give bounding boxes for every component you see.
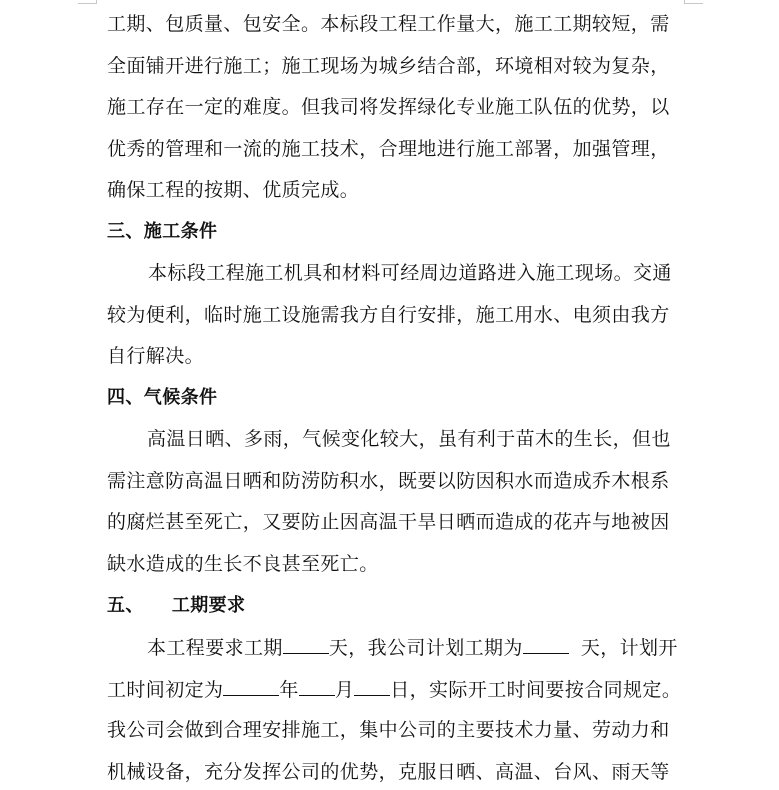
fill-blank-year[interactable]	[223, 676, 279, 696]
fill-blank-planned-days[interactable]	[523, 634, 569, 654]
text-planned-start: 天，计划开	[580, 637, 678, 659]
fill-blank-day[interactable]	[354, 676, 390, 696]
paragraph-line: 自行解决。	[107, 345, 205, 367]
section-heading-climate-conditions: 四、气候条件	[107, 387, 218, 408]
paragraph-line: 全面铺开进行施工；施工现场为城乡结合部，环境相对较为复杂，	[107, 55, 670, 77]
text-start-date-prefix: 工时间初定为	[107, 679, 224, 701]
text-month-label: 月	[334, 679, 355, 701]
section-number: 五、	[107, 595, 144, 616]
paragraph-line-start-date	[107, 676, 682, 703]
paragraph-line: 优秀的管理和一流的施工技术，合理地进行施工部署，加强管理，	[107, 138, 670, 160]
section-heading-schedule-requirements	[107, 593, 667, 619]
fill-blank-month[interactable]	[299, 676, 335, 696]
text-day-suffix: 日，实际开工时间要按合同规定。	[390, 679, 682, 701]
paragraph-line: 确保工程的按期、优质完成。	[107, 179, 360, 201]
paragraph-line: 高温日晒、多雨，气候变化较大，虽有利于苗木的生长，但也	[147, 428, 671, 450]
paragraph-line: 施工存在一定的难度。但我司将发挥绿化专业施工队伍的优势，以	[107, 96, 670, 118]
fill-blank-required-days[interactable]	[283, 634, 329, 654]
paragraph-line: 工期、包质量、包安全。本标段工程工作量大，施工工期较短，需	[107, 13, 670, 35]
section-heading-construction-conditions: 三、施工条件	[107, 221, 218, 242]
paragraph-line-schedule	[147, 634, 678, 661]
text-required-duration: 本工程要求工期	[147, 637, 283, 659]
paragraph-line: 本标段工程施工机具和材料可经周边道路进入施工现场。交通	[148, 262, 672, 284]
page-corner-mark-right	[684, 0, 703, 4]
text-year-label: 年	[279, 679, 299, 701]
paragraph-line: 的腐烂甚至死亡，又要防止因高温干旱日晒而造成的花卉与地被因	[107, 511, 670, 533]
paragraph-line: 较为便利，临时施工设施需我方自行安排，施工用水、电须由我方	[107, 304, 670, 326]
text-planned-duration: 天，我公司计划工期为	[328, 637, 523, 659]
page-corner-mark-left	[78, 0, 97, 4]
paragraph-line: 缺水造成的生长不良甚至死亡。	[107, 553, 379, 575]
section-title: 工期要求	[171, 595, 246, 616]
paragraph-line: 机械设备，充分发挥公司的优势，克服日晒、高温、台风、雨天等	[107, 761, 670, 783]
paragraph-line: 需注意防高温日晒和防涝防积水，既要以防因积水而造成乔木根系	[107, 470, 670, 492]
paragraph-line: 我公司会做到合理安排施工，集中公司的主要技术力量、劳动力和	[107, 719, 670, 741]
